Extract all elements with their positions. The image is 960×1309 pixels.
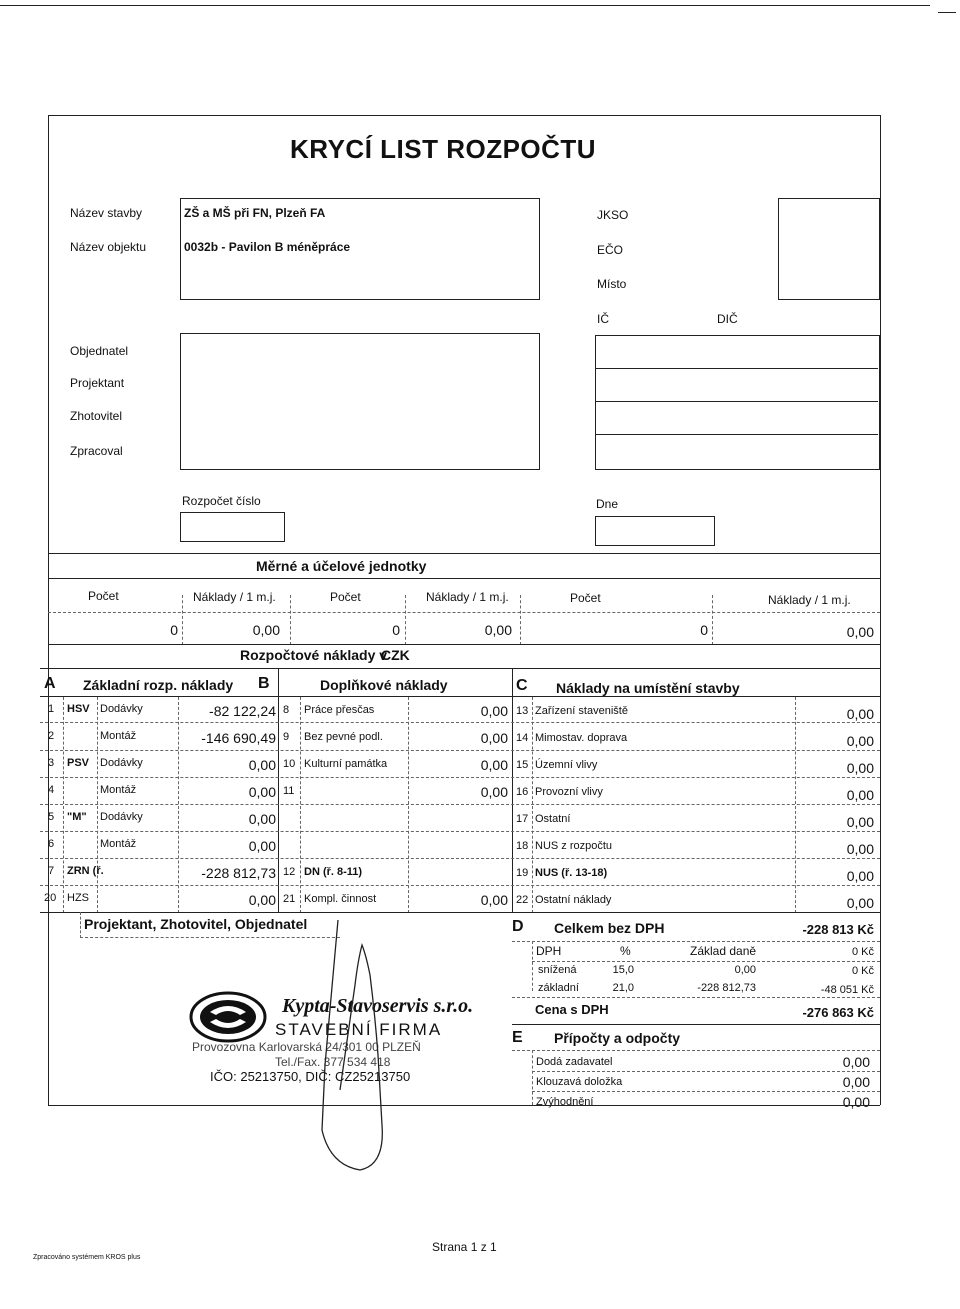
page-number: Strana 1 z 1 [432, 1240, 497, 1254]
unit-val-5: 0 [700, 622, 708, 638]
c-num: 15 [516, 759, 529, 771]
d-v1 [532, 941, 533, 991]
a-val: -146 690,49 [201, 730, 276, 746]
misto-label: Místo [597, 277, 627, 291]
pocet-label-3: Počet [570, 591, 601, 605]
grid-h3 [40, 777, 880, 778]
naklady-label-2: Náklady / 1 m.j. [426, 590, 509, 604]
projektant-label: Projektant [70, 376, 125, 390]
parties-title: Projektant, Zhotovitel, Objednatel [84, 916, 308, 932]
base-snizena: 0,00 [734, 964, 756, 976]
pocet-label-2: Počet [330, 590, 361, 604]
rozpocet-cislo-label: Rozpočet číslo [182, 494, 261, 508]
unit-val-4: 0,00 [484, 622, 512, 638]
ic-row-3 [595, 434, 878, 435]
units-v5 [712, 595, 713, 645]
units-rule-2 [48, 578, 880, 579]
e-rule-1 [512, 1050, 880, 1051]
a-val: -228 812,73 [201, 865, 276, 881]
c-val: 0,00 [846, 733, 874, 749]
cena-s-dph-label: Cena s DPH [535, 1002, 609, 1017]
b-name: Práce přesčas [304, 704, 375, 716]
c-num: 18 [516, 840, 529, 852]
section-d-title: Celkem bez DPH [554, 920, 665, 936]
a-num: 1 [48, 703, 55, 715]
b-name: Bez pevné podl. [304, 731, 383, 743]
a-num: 3 [48, 757, 55, 769]
stamp-line4: IČO: 25213750, DIČ: CZ25213750 [210, 1069, 411, 1084]
e-v1 [532, 1050, 533, 1105]
nazev-stavby-value: ZŠ a MŠ při FN, Plzeň FA [184, 206, 326, 220]
section-c-title: Náklady na umístění stavby [556, 680, 740, 696]
units-dash [48, 612, 880, 613]
b-name: Kulturní památka [304, 758, 388, 770]
section-c-letter: C [516, 677, 528, 694]
pocet-label-1: Počet [88, 589, 119, 603]
unit-val-6: 0,00 [846, 624, 874, 640]
c-num: 17 [516, 813, 529, 825]
a-name: Montáž [100, 730, 137, 742]
a-num: 20 [44, 892, 57, 904]
grid-v-b0 [278, 669, 279, 913]
section-e-letter: E [512, 1029, 523, 1046]
a-num: 7 [48, 865, 55, 877]
parties-box [180, 333, 540, 470]
jkso-box [778, 198, 880, 300]
e-row-val: 0,00 [842, 1054, 870, 1070]
frame-right [880, 115, 881, 1105]
tax-zakladni: -48 051 Kč [820, 984, 874, 996]
parties-v [80, 912, 81, 938]
rozpocet-cislo-box [180, 512, 285, 542]
units-rule-top [48, 553, 880, 554]
stamp-company: Kypta-Stavoservis s.r.o. [282, 995, 474, 1017]
top-rule-small [938, 12, 956, 13]
a-num: 5 [48, 811, 55, 823]
stamp-line2: Provozovna Karlovarská 24/301 00 PLZEŇ [192, 1040, 421, 1054]
naklady-label-3: Náklady / 1 m.j. [768, 593, 851, 607]
pct-snizena: 15,0 [612, 964, 634, 976]
c-num: 22 [516, 894, 529, 906]
b-name: DN (ř. 8-11) [304, 866, 363, 878]
c-name: Mimostav. doprava [535, 732, 628, 744]
a-num: 2 [48, 730, 55, 742]
ic-label: IČ [597, 312, 609, 326]
c-name: Ostatní náklady [535, 894, 612, 906]
grid-h4 [40, 804, 880, 805]
d-rule-1 [512, 941, 880, 942]
b-num: 21 [283, 893, 296, 905]
b-num: 12 [283, 866, 296, 878]
b-name: Kompl. činnost [304, 893, 377, 905]
grid-v-b1 [300, 697, 301, 913]
b-val: 0,00 [480, 703, 508, 719]
b-val: 0,00 [480, 784, 508, 800]
a-name: Dodávky [100, 811, 143, 823]
units-v4 [520, 595, 521, 645]
c-name: NUS (ř. 13-18) [535, 867, 608, 879]
grid-h5 [40, 831, 880, 832]
units-v3 [405, 595, 406, 645]
a-val: 0,00 [248, 757, 276, 773]
objednatel-label: Objednatel [70, 344, 129, 358]
sections-rule-top [40, 668, 880, 669]
a-name: Dodávky [100, 757, 143, 769]
grid-h1 [40, 722, 880, 723]
system-note: Zpracováno systémem KROS plus [33, 1254, 141, 1261]
c-val: 0,00 [846, 841, 874, 857]
grid-v-b2 [408, 697, 409, 913]
c-val: 0,00 [846, 760, 874, 776]
frame-top [48, 115, 880, 116]
a-num: 6 [48, 838, 55, 850]
e-row-name: Zvýhodnění [536, 1096, 594, 1108]
signature-icon [300, 915, 410, 1175]
c-num: 16 [516, 786, 529, 798]
a-val: 0,00 [248, 892, 276, 908]
b-val: 0,00 [480, 892, 508, 908]
rozpoctove-label: Rozpočtové náklady v [240, 647, 388, 663]
unit-val-3: 0 [392, 622, 400, 638]
d-rule-3 [512, 997, 880, 998]
c-name: Ostatní [535, 813, 571, 825]
a-code: HZS [67, 892, 89, 904]
stamp-line1: STAVEBNÍ FIRMA [275, 1020, 443, 1039]
c-num: 14 [516, 732, 529, 744]
sections-rule-2 [40, 696, 880, 697]
a-name: Montáž [100, 838, 137, 850]
e-rule-3 [532, 1091, 880, 1092]
units-v2 [290, 595, 291, 645]
stamp-line3: Tel./Fax. 377 534 418 [275, 1055, 391, 1069]
a-code: "M" [67, 811, 87, 823]
a-val: -82 122,24 [209, 703, 276, 719]
section-e-title: Přípočty a odpočty [554, 1030, 681, 1046]
dic-label: DIČ [717, 312, 738, 326]
frame-bottom [48, 1105, 880, 1106]
grid-v-a2 [97, 697, 98, 913]
grid-h2 [40, 750, 880, 751]
c-val: 0,00 [846, 787, 874, 803]
c-name: Provozní vlivy [535, 786, 603, 798]
e-row-val: 0,00 [842, 1094, 870, 1110]
a-name: Montáž [100, 784, 137, 796]
c-val: 0,00 [846, 895, 874, 911]
total-bez-dph: -228 813 Kč [802, 922, 874, 937]
tax-snizena: 0 Kč [851, 965, 874, 977]
a-code: HSV [67, 703, 90, 715]
units-title: Měrné a účelové jednotky [256, 558, 427, 574]
jkso-label: JKSO [597, 208, 629, 222]
dne-label: Dne [596, 497, 619, 511]
d-rule-2 [532, 961, 880, 962]
b-num: 10 [283, 758, 296, 770]
grid-v-c1 [532, 697, 533, 913]
units-rule-bottom [48, 644, 880, 645]
eco-label: EČO [597, 243, 624, 257]
c-num: 13 [516, 705, 529, 717]
b-num: 9 [283, 731, 290, 743]
company-logo-icon [188, 990, 268, 1045]
grid-h8 [40, 912, 880, 913]
b-num: 8 [283, 704, 290, 716]
b-num: 11 [283, 785, 295, 797]
d-rule-4 [512, 1024, 880, 1025]
ic-row-1 [595, 368, 878, 369]
section-d-letter: D [512, 918, 524, 935]
grid-v-a1 [63, 697, 64, 913]
b-val: 0,00 [480, 730, 508, 746]
section-a-letter: A [44, 675, 56, 692]
section-a-title: Základní rozp. náklady [83, 677, 234, 693]
section-b-title: Doplňkové náklady [320, 677, 448, 693]
dph-zakladni: základní [538, 982, 579, 994]
a-val: 0,00 [248, 784, 276, 800]
zaklad-label: Základ daně [690, 944, 757, 958]
grid-h7 [40, 885, 880, 886]
e-row-name: Dodá zadavatel [536, 1056, 613, 1068]
c-name: NUS z rozpočtu [535, 840, 613, 852]
zhotovitel-label: Zhotovitel [70, 409, 123, 423]
grid-h6 [40, 858, 880, 859]
grid-v-c2 [795, 697, 796, 913]
dph-total: 0 Kč [851, 946, 874, 958]
a-code: PSV [67, 757, 90, 769]
dne-box [595, 516, 715, 546]
a-num: 4 [48, 784, 55, 796]
units-v1 [182, 595, 183, 645]
ic-row-2 [595, 401, 878, 402]
grid-v-a3 [178, 697, 179, 913]
dph-label: DPH [536, 944, 562, 958]
e-rule-2 [532, 1071, 880, 1072]
c-val: 0,00 [846, 814, 874, 830]
c-name: Zařízení staveniště [535, 705, 628, 717]
base-zakladni: -228 812,73 [697, 982, 756, 994]
dph-snizena: snížená [538, 964, 577, 976]
a-val: 0,00 [248, 838, 276, 854]
c-val: 0,00 [846, 868, 874, 884]
c-name: Územní vlivy [535, 759, 598, 771]
a-code: ZRN (ř. [67, 865, 104, 877]
currency: CZK [381, 647, 410, 663]
e-row-val: 0,00 [842, 1074, 870, 1090]
cena-s-dph: -276 863 Kč [802, 1005, 874, 1020]
unit-val-2: 0,00 [252, 622, 280, 638]
a-val: 0,00 [248, 811, 276, 827]
pct-label: % [620, 944, 631, 958]
zpracoval-label: Zpracoval [70, 444, 123, 458]
page-title: KRYCÍ LIST ROZPOČTU [290, 134, 597, 164]
grid-v-c0 [512, 669, 513, 913]
b-val: 0,00 [480, 757, 508, 773]
c-val: 0,00 [846, 706, 874, 722]
frame-left [48, 115, 49, 1105]
e-row-name: Klouzavá doložka [536, 1076, 623, 1088]
section-b-letter: B [258, 675, 270, 692]
unit-val-1: 0 [170, 622, 178, 638]
top-rule [0, 5, 930, 6]
a-name: Dodávky [100, 703, 143, 715]
ic-dic-box [595, 335, 880, 470]
c-num: 19 [516, 867, 529, 879]
nazev-objektu-label: Název objektu [70, 240, 147, 254]
naklady-label-1: Náklady / 1 m.j. [193, 590, 276, 604]
pct-zakladni: 21,0 [612, 982, 634, 994]
nazev-stavby-label: Název stavby [70, 206, 143, 220]
nazev-objektu-value: 0032b - Pavilon B méněpráce [184, 240, 351, 254]
